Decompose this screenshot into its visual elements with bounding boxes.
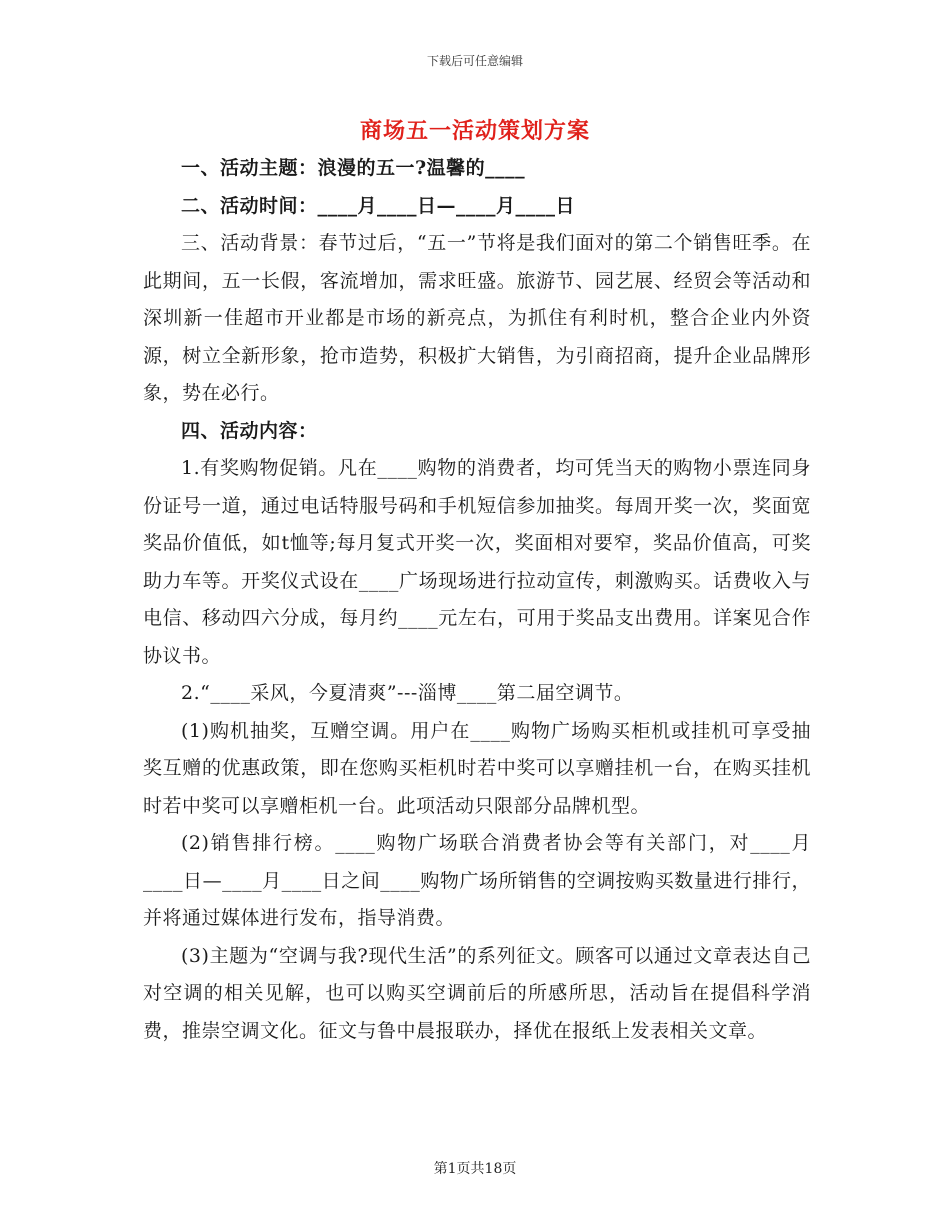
section-activity-time: 二、活动时间：____月____日—____月____日 — [181, 194, 576, 217]
subitem-lucky-draw: (1)购机抽奖，互赠空调。用户在____购物广场购买柜机或挂机可享受抽奖互赠的优惠政策，即在您购买柜机时若中奖可以享赠挂机一台，在购买挂机时若中奖可以享赠柜机一台。此项活动只限部分品牌机型。 — [143, 719, 811, 817]
page-number-footer: 第1页共18页 — [433, 1161, 517, 1177]
item-air-conditioner-festival: 2.“____采风，今夏清爽”---淄博____第二届空调节。 — [181, 682, 634, 704]
item-prize-shopping-promotion: 1.有奖购物促销。凡在____购物的消费者，均可凭当天的购物小票连同身份证号一道，通过电话特服号码和手机短信参加抽奖。每周开奖一次，奖面宽奖品价值低，如t恤等;每月复式开奖一次，奖面相对要窄，奖品价值高，可奖助力车等。开奖仪式设在____广场现场进行拉动宣传，刺激购买。话费收入与电信、移动四六分成，每月约____元左右，可用于奖品支出费用。详案见合作协议书。 — [143, 457, 811, 667]
subitem-essay-contest: (3)主题为“空调与我?现代生活”的系列征文。顾客可以通过文章表达自己对空调的相关见解，也可以购买空调前后的所感所思，活动旨在提倡科学消费，推崇空调文化。征文与鲁中晨报联办，择优在报纸上发表相关文章。 — [143, 944, 811, 1042]
document-title: 商场五一活动策划方案 — [359, 118, 590, 144]
subitem-sales-ranking: (2)销售排行榜。____购物广场联合消费者协会等有关部门，对____月____日—____月____日之间____购物广场所销售的空调按购买数量进行排行，并将通过媒体进行发布，指导消费。 — [143, 832, 811, 929]
section-activity-theme: 一、活动主题：浪漫的五一?温馨的____ — [181, 157, 526, 179]
section-activity-content-heading: 四、活动内容： — [181, 419, 318, 442]
document-body — [143, 150, 811, 1050]
header-note: 下载后可任意编辑 — [426, 54, 523, 68]
section-activity-background: 三、活动背景：春节过后，“五一”节将是我们面对的第二个销售旺季。在此期间，五一长假，客流增加，需求旺盛。旅游节、园艺展、经贸会等活动和深圳新一佳超市开业都是市场的新亮点，为抓住有利时机，整合企业内外资源，树立全新形象，抢市造势，积极扩大销售，为引商招商，提升企业品牌形象，势在必行。 — [143, 232, 811, 404]
